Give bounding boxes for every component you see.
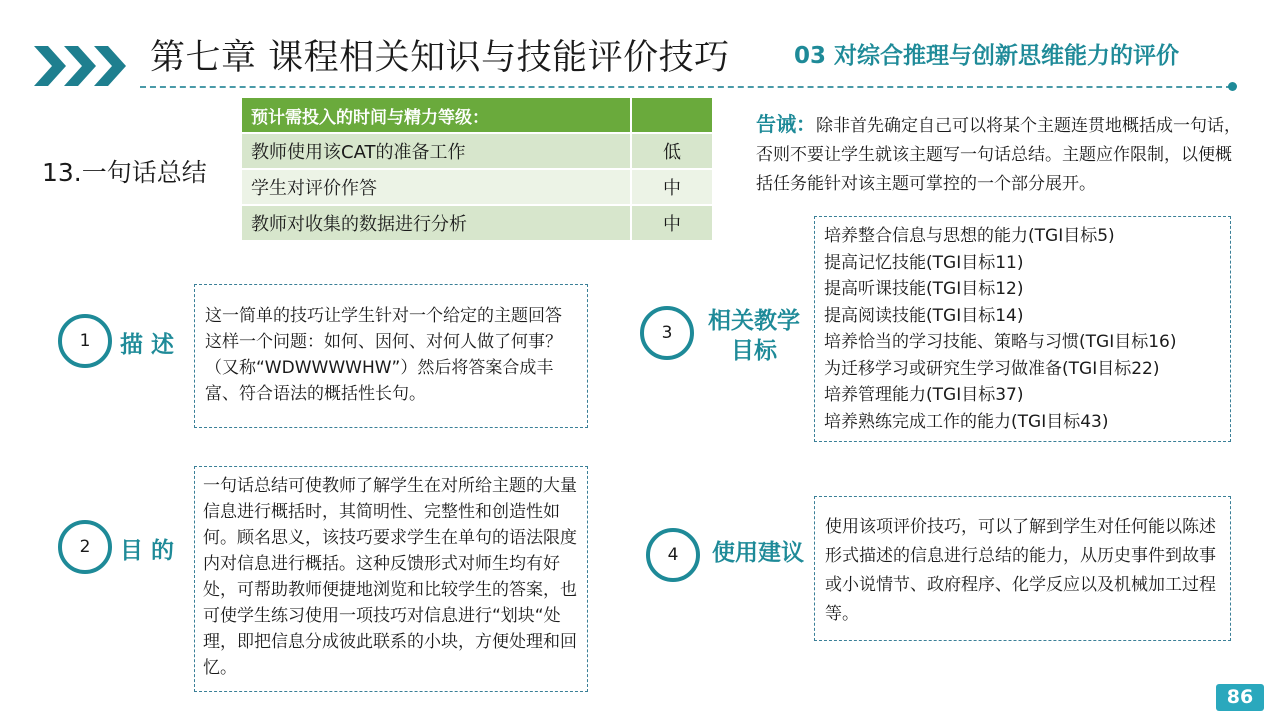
effort-table	[240, 96, 714, 242]
table-row	[241, 205, 713, 241]
section-subtitle: 03 对综合推理与创新思维能力的评价	[794, 43, 1180, 69]
page-number-badge: 86	[1216, 684, 1264, 711]
purpose-box	[194, 466, 588, 692]
table-row	[241, 133, 713, 169]
table-task-cell: 学生对评价作答	[241, 169, 631, 205]
table-row	[241, 169, 713, 205]
list-item: 提高听课技能(TGI目标12)	[824, 279, 1024, 299]
list-item: 为迁移学习或研究生学习做准备(TGI目标22)	[824, 358, 1160, 379]
advice-label: 使用建议	[712, 540, 804, 566]
table-header-empty-cell	[631, 97, 713, 133]
table-header-cell: 预计需投入的时间与精力等级：	[241, 97, 631, 133]
describe-text: 这一简单的技巧让学生针对一个给定的主题回答这样一个问题：如何、因何、对何人做了何事？（又称“WDWWWWHW”）然后将答案合成丰富、符合语法的概括性长句。	[205, 306, 562, 404]
list-item: 提高记忆技能(TGI目标11)	[824, 252, 1024, 273]
table-level-cell: 中	[631, 205, 713, 241]
warning-text: 除非首先确定自己可以将某个主题连贯地概括成一句话，否则不要让学生就该主题写一句话总结。主题应作限制，以便概括任务能针对该主题可掌控的一个部分展开。	[756, 116, 1241, 194]
section-number-1: 1	[58, 314, 112, 368]
topic-heading: 13.一句话总结	[42, 158, 207, 187]
describe-box	[194, 284, 588, 428]
purpose-text: 一句话总结可使教师了解学生在对所给主题的大量信息进行概括时，其简明性、完整性和创造性如何。顾名思义，该技巧要求学生在单句的语法限度内对信息进行概括。这种反馈形式对师生均有好处，可帮助教师便捷地浏览和比较学生的答案，也可使学生练习使用一项技巧对信息进行“划块“处理，即把信息分成彼此联系的小块，方便处理和回忆。	[203, 476, 577, 678]
goals-box	[814, 216, 1231, 442]
describe-label: 描 述	[120, 332, 175, 358]
list-item: 培养恰当的学习技能、策略与习惯(TGI目标16)	[824, 332, 1177, 352]
header-divider-dot	[1228, 82, 1237, 91]
list-item: 培养管理能力(TGI目标37)	[824, 385, 1024, 405]
list-item: 培养整合信息与思想的能力(TGI目标5)	[824, 226, 1115, 246]
page-title: 第七章 课程相关知识与技能评价技巧	[150, 38, 730, 78]
advice-text: 使用该项评价技巧，可以了解到学生对任何能以陈述形式描述的信息进行总结的能力，从历史事件到故事或小说情节、政府程序、化学反应以及机械加工过程等。	[825, 517, 1216, 624]
chevron-arrows-icon	[34, 42, 134, 90]
header-divider	[140, 86, 1232, 88]
table-level-cell: 中	[631, 169, 713, 205]
list-item: 提高阅读技能(TGI目标14)	[824, 305, 1024, 326]
warning-note	[756, 110, 1242, 199]
section-number-3: 3	[640, 306, 694, 360]
advice-box	[814, 496, 1231, 641]
list-item: 培养熟练完成工作的能力(TGI目标43)	[824, 411, 1109, 432]
section-number-2: 2	[58, 520, 112, 574]
table-task-cell: 教师使用该CAT的准备工作	[241, 133, 631, 169]
goals-label: 相关教学目标	[708, 308, 800, 364]
section-number-4: 4	[646, 528, 700, 582]
warning-label: 告诫：	[756, 112, 816, 136]
table-task-cell: 教师对收集的数据进行分析	[241, 205, 631, 241]
table-header-row	[241, 97, 713, 133]
purpose-label: 目 的	[120, 538, 175, 564]
table-level-cell: 低	[631, 133, 713, 169]
